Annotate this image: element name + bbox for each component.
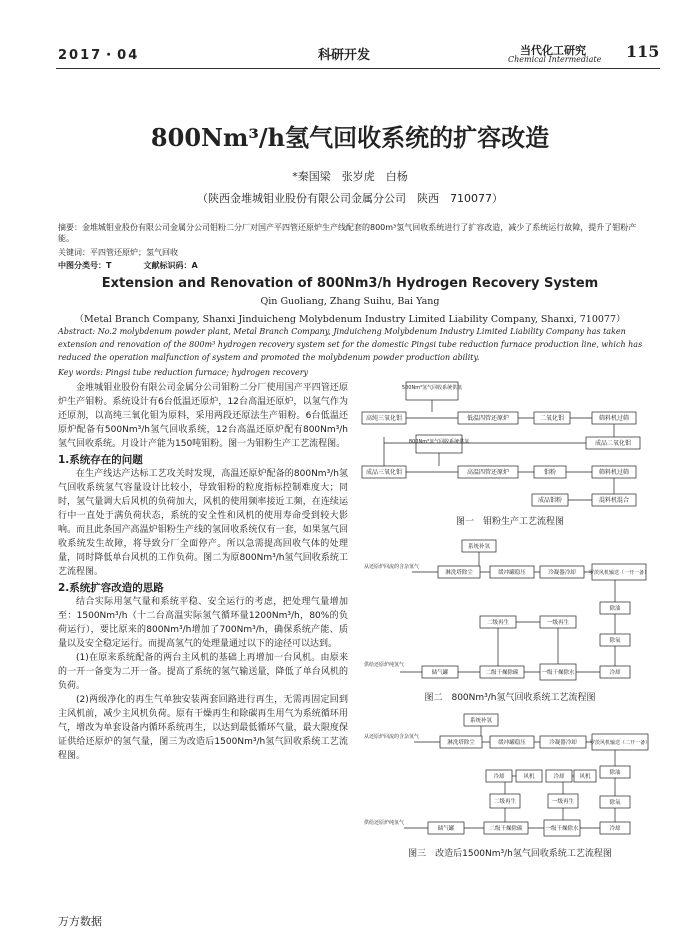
label-dry1: 一级干燥除水 [541, 670, 575, 676]
figure-3-caption: 图三 改造后1500Nm³/h氢气回收系统工艺流程图 [408, 849, 612, 859]
label-cool-a: 冷却 [493, 774, 505, 780]
label-cool2: 冷却 [609, 670, 621, 676]
label-cool-b: 冷却 [553, 774, 565, 780]
label-deo2: 除氧 [609, 800, 621, 806]
label-supply: 系统补氢 [467, 544, 491, 550]
label-stage2: 二级再生 [493, 799, 517, 805]
label-supply: 系统补氢 [469, 718, 493, 724]
label-recov500: 500Nm³氢气回收系统供氢 [401, 385, 463, 391]
label-stage1: 一级再生 [546, 620, 570, 626]
label-cool: 冷凝器冷却 [548, 570, 576, 576]
label-buffer: 缓冲罐稳压 [498, 740, 526, 746]
english-authors: Qin Guoliang, Zhang Suihu, Bai Yang [260, 296, 440, 307]
label-stage1: 一级再生 [551, 799, 575, 805]
label-dust: 淋洗塔除尘 [445, 570, 473, 576]
label-tank: 储气罐 [431, 670, 449, 676]
section-heading: 1.系统存在的问题 [58, 454, 143, 466]
label-dry2: 二级干燥除碳 [485, 670, 519, 676]
figure-2-diagram [360, 538, 660, 688]
figure-1-caption: 图一 钼粉生产工艺流程图 [455, 517, 564, 527]
journal-name-cn: 当代化工研究 [520, 44, 586, 57]
label-moo2: 二氧化钼 [539, 415, 565, 422]
figure-2-caption: 图二 800Nm³/h氢气回收系统工艺流程图 [424, 693, 596, 703]
label-prod-mo: 成品钼粉 [537, 497, 563, 504]
label-dust: 淋洗塔除尘 [447, 740, 475, 746]
label-tank: 储气罐 [437, 826, 455, 832]
paragraph: 结合实际用氢气量和系统平稳、安全运行的考虑，把处理气量增加至：1500Nm³/h（十二台高温实际氢气循环量1200Nm³/h，80%的负荷运行），要比原来的800Nm³/h增加了700Nm³/h，确保系统产能、质量以及安全稳定运行。而提高氢气的处理量通过以下的途径可以达到。 [58, 597, 348, 649]
english-abstract: Abstract: No.2 molybdenum powder plant, Metal Branch Company, Jinduicheng Molybdenum Industry Limited Liability Company has taken extension and renovation of the 800m³ hydrogen recovery system set for the domestic Pingsi tube reduction furnace production line, which has reduced the operation malfunction of system and promoted the molybdenum powder production ability. [58, 327, 643, 362]
label-prod-moo3: 成品三氧化钼 [365, 469, 403, 476]
paragraph: (1)在原来系统配备的两台主风机的基础上再增加一台风机。由原来的一开一备变为二开一备。提高了系统的氢气输送量，降低了单台风机的负荷。 [58, 653, 348, 691]
label-to-furnace: 供给还原炉纯氢气 [364, 662, 405, 668]
label-mo-powder: 钼粉 [543, 469, 557, 476]
label-sieve2: 筛料机过筛 [598, 469, 630, 476]
label-prod-moo2: 成品二氧化钼 [594, 440, 632, 447]
paragraph: 在生产线达产达标工艺攻关时发现，高温还原炉配备的800Nm³/h氢气回收系统氢气容量设计比较小，导致钼粉的粒度指标控制难度大；同时，氢气量调大后风机的负荷加大，风机的使用频率接近工频，在连续运行中一直处于满负荷状态，系统的安全性和风机的使用寿命受到较大影响。而且此条国产高温炉钼粉生产线的氢回收系统仅有一套，如果氢气回收系统发生故障，将导致分厂全面停产。所以急需提高回收气体的处理量，同时降低单台风机的工作负荷。图二为原800Nm³/h氢气回收系统工艺流程图。 [58, 469, 348, 577]
abstract-cn: 摘要：金堆城钼业股份有限公司金属分公司钼粉二分厂对国产平四管还原炉生产线配套的800m³氢气回收系统进行了扩容改造，减少了系统运行故障，提升了钼粉产能。 [58, 223, 637, 243]
body-column [58, 381, 348, 763]
affiliation: （陕西金堆城钼业股份有限公司金属分公司 陕西 710077） [197, 192, 503, 205]
authors: *秦国梁 张岁虎 白杨 [292, 170, 408, 183]
section-heading: 2.系统扩容改造的思路 [58, 582, 164, 594]
label-mixer: 混料机混合 [598, 497, 630, 504]
label-dry2: 二级干燥除碳 [489, 826, 523, 832]
footer-source: 万方数据 [58, 915, 102, 928]
figure-1-diagram [360, 380, 660, 512]
label-fan: 罗茨风机输送（二开一备） [589, 740, 651, 746]
label-cool: 冷凝器冷却 [549, 740, 577, 746]
header-rule [56, 68, 660, 69]
label-fan-b: 风机 [579, 774, 591, 780]
paragraph: 金堆城钼业股份有限公司金属分公司钼粉二分厂使用国产平四管还原炉生产钼粉。系统设计有6台低温还原炉，12台高温还原炉，以氢气作为还原剂，以高纯三氧化钼为原料，采用两段还原法生产钼粉。6台低温还原炉配备有500Nm³/h氢气回收系统，12台高温还原炉配有800Nm³/h氢气回收系统。月设计产能为150吨钼粉。图一为钼粉生产工艺流程图。 [58, 383, 348, 449]
label-from-furnace: 从还原炉回流的含杂氢气 [364, 564, 420, 570]
paragraph: (2)两级净化的再生气单独安装两套回路进行再生，无需再固定回到主风机前，减少主风机负荷。原有干燥再生和除碳再生用气为系统循环用气，增改为单套设备内循环系统再生，以达到最低循环气量，最大限度保证供给还原炉的氢气量，图三为改造后1500Nm³/h氢气回收系统工艺流程图。 [58, 695, 348, 761]
english-title: Extension and Renovation of 800Nm3/h Hydrogen Recovery System [101, 276, 599, 291]
label-fan: 罗茨风机输送（一开一备） [588, 570, 650, 576]
label-to-furnace: 供给还原炉纯氢气 [364, 820, 405, 826]
label-deoil: 除油 [609, 770, 621, 776]
label-moo3: 高纯三氧化钼 [365, 415, 403, 422]
label-recov800: 800Nm³氢气回收系统供氢 [408, 439, 470, 445]
label-stage2: 二级再生 [486, 620, 510, 626]
label-deoil: 除油 [609, 606, 621, 612]
journal-name-en: Chemical Intermediate [508, 55, 602, 64]
label-high-red: 高温四管还原炉 [466, 469, 510, 476]
label-sieve1: 筛料机过筛 [598, 415, 630, 422]
page-number: 115 [626, 42, 660, 61]
label-fan-a: 风机 [523, 774, 535, 780]
english-keywords: Key words: Pingsi tube reduction furnace; hydrogen recovery [58, 368, 309, 377]
label-buffer: 缓冲罐稳压 [498, 570, 526, 576]
label-from-furnace: 从还原炉回流的含杂氢气 [364, 734, 420, 740]
issue-date: 2017・04 [58, 48, 140, 63]
label-deo2: 除氧 [609, 638, 621, 644]
english-affiliation: （Metal Branch Company, Shanxi Jinduicheng Molybdenum Industry Limited Liability Company, Shanxi, 710077） [74, 314, 626, 325]
label-cool2: 冷却 [609, 826, 621, 832]
paper-title: 800Nm³/h氢气回收系统的扩容改造 [150, 123, 550, 152]
label-dry1: 一级干燥除水 [545, 826, 579, 832]
section-name: 科研开发 [318, 48, 371, 63]
figure-3-diagram [360, 712, 660, 844]
label-low-red: 低温四管还原炉 [466, 415, 510, 422]
classification: 中图分类号：T 文献标识码：A [58, 261, 198, 270]
keywords-cn: 关键词：平四管还原炉；氢气回收 [58, 248, 178, 257]
